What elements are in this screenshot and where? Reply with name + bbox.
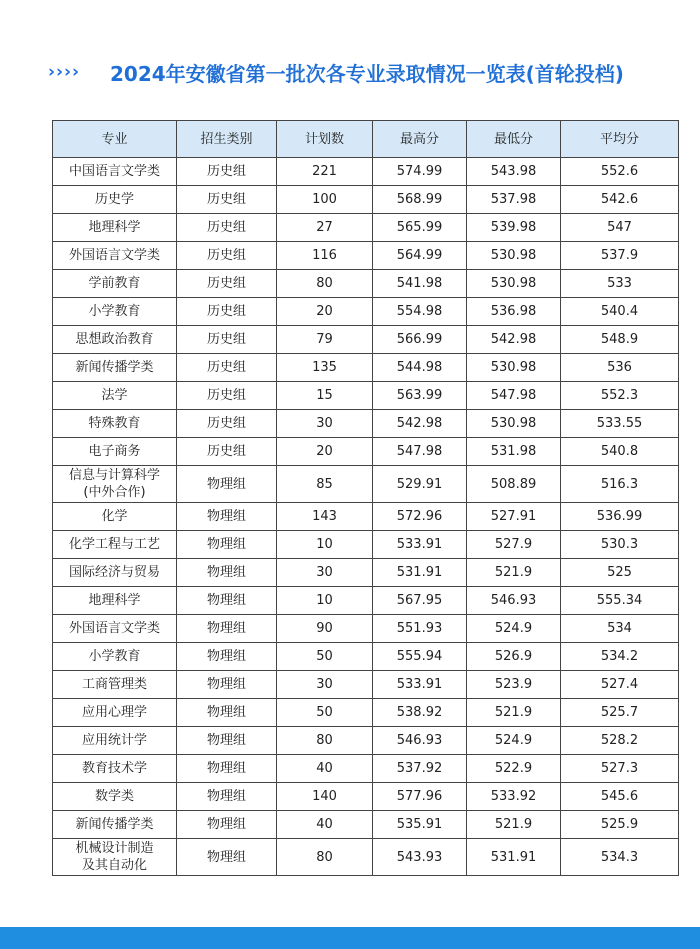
cell-avg: 555.34 bbox=[561, 587, 679, 615]
cell-plan: 27 bbox=[277, 214, 373, 242]
cell-plan: 30 bbox=[277, 671, 373, 699]
table-row bbox=[53, 298, 679, 326]
column-header-max: 最高分 bbox=[373, 121, 467, 158]
cell-avg: 545.6 bbox=[561, 783, 679, 811]
table-row bbox=[53, 214, 679, 242]
cell-major: 外国语言文学类 bbox=[53, 242, 177, 270]
cell-major: 新闻传播学类 bbox=[53, 354, 177, 382]
cell-max: 563.99 bbox=[373, 382, 467, 410]
cell-major: 新闻传播学类 bbox=[53, 811, 177, 839]
cell-plan: 50 bbox=[277, 699, 373, 727]
table-row bbox=[53, 559, 679, 587]
table-row bbox=[53, 186, 679, 214]
cell-plan: 79 bbox=[277, 326, 373, 354]
cell-avg: 533 bbox=[561, 270, 679, 298]
cell-min: 530.98 bbox=[467, 410, 561, 438]
page-title: 2024年安徽省第一批次各专业录取情况一览表(首轮投档) bbox=[110, 62, 624, 86]
cell-min: 543.98 bbox=[467, 158, 561, 186]
cell-plan: 85 bbox=[277, 466, 373, 503]
cell-avg: 540.8 bbox=[561, 438, 679, 466]
cell-category: 历史组 bbox=[177, 214, 277, 242]
cell-category: 历史组 bbox=[177, 410, 277, 438]
cell-plan: 30 bbox=[277, 410, 373, 438]
cell-category: 物理组 bbox=[177, 559, 277, 587]
cell-major: 历史学 bbox=[53, 186, 177, 214]
cell-avg: 525.7 bbox=[561, 699, 679, 727]
cell-max: 541.98 bbox=[373, 270, 467, 298]
cell-major: 小学教育 bbox=[53, 298, 177, 326]
cell-category: 物理组 bbox=[177, 466, 277, 503]
cell-max: 567.95 bbox=[373, 587, 467, 615]
cell-avg: 540.4 bbox=[561, 298, 679, 326]
cell-plan: 80 bbox=[277, 727, 373, 755]
table-row bbox=[53, 326, 679, 354]
column-header-category: 招生类别 bbox=[177, 121, 277, 158]
column-header-plan: 计划数 bbox=[277, 121, 373, 158]
cell-avg: 537.9 bbox=[561, 242, 679, 270]
table-row bbox=[53, 410, 679, 438]
table-row bbox=[53, 466, 679, 503]
cell-major: 化学工程与工艺 bbox=[53, 531, 177, 559]
cell-avg: 552.3 bbox=[561, 382, 679, 410]
cell-min: 524.9 bbox=[467, 727, 561, 755]
cell-plan: 20 bbox=[277, 298, 373, 326]
table-row bbox=[53, 587, 679, 615]
admission-table bbox=[52, 120, 679, 876]
cell-min: 527.9 bbox=[467, 531, 561, 559]
cell-avg: 547 bbox=[561, 214, 679, 242]
cell-plan: 90 bbox=[277, 615, 373, 643]
cell-category: 历史组 bbox=[177, 438, 277, 466]
cell-max: 551.93 bbox=[373, 615, 467, 643]
cell-plan: 15 bbox=[277, 382, 373, 410]
cell-plan: 143 bbox=[277, 503, 373, 531]
cell-plan: 40 bbox=[277, 755, 373, 783]
table-row bbox=[53, 811, 679, 839]
cell-category: 物理组 bbox=[177, 699, 277, 727]
table-row bbox=[53, 270, 679, 298]
cell-major: 国际经济与贸易 bbox=[53, 559, 177, 587]
cell-category: 物理组 bbox=[177, 755, 277, 783]
cell-plan: 30 bbox=[277, 559, 373, 587]
cell-category: 历史组 bbox=[177, 242, 277, 270]
cell-major: 小学教育 bbox=[53, 643, 177, 671]
cell-avg: 528.2 bbox=[561, 727, 679, 755]
cell-category: 物理组 bbox=[177, 531, 277, 559]
table-body bbox=[53, 158, 679, 876]
cell-plan: 80 bbox=[277, 270, 373, 298]
cell-major: 信息与计算科学 (中外合作) bbox=[53, 466, 177, 503]
cell-major: 应用心理学 bbox=[53, 699, 177, 727]
cell-plan: 10 bbox=[277, 531, 373, 559]
cell-major: 地理科学 bbox=[53, 587, 177, 615]
table-row bbox=[53, 531, 679, 559]
table-row bbox=[53, 354, 679, 382]
cell-min: 530.98 bbox=[467, 354, 561, 382]
cell-plan: 40 bbox=[277, 811, 373, 839]
cell-max: 542.98 bbox=[373, 410, 467, 438]
cell-major: 思想政治教育 bbox=[53, 326, 177, 354]
cell-min: 526.9 bbox=[467, 643, 561, 671]
chevrons-icon: ›››› bbox=[48, 62, 81, 82]
cell-avg: 525.9 bbox=[561, 811, 679, 839]
cell-max: 538.92 bbox=[373, 699, 467, 727]
cell-avg: 530.3 bbox=[561, 531, 679, 559]
cell-major: 化学 bbox=[53, 503, 177, 531]
cell-major: 中国语言文学类 bbox=[53, 158, 177, 186]
cell-major: 教育技术学 bbox=[53, 755, 177, 783]
cell-min: 537.98 bbox=[467, 186, 561, 214]
table-row bbox=[53, 615, 679, 643]
cell-plan: 135 bbox=[277, 354, 373, 382]
cell-category: 历史组 bbox=[177, 298, 277, 326]
table-row bbox=[53, 438, 679, 466]
cell-min: 530.98 bbox=[467, 270, 561, 298]
cell-max: 533.91 bbox=[373, 671, 467, 699]
cell-max: 554.98 bbox=[373, 298, 467, 326]
cell-category: 历史组 bbox=[177, 186, 277, 214]
cell-avg: 527.4 bbox=[561, 671, 679, 699]
table-row bbox=[53, 727, 679, 755]
bottom-bar bbox=[0, 927, 700, 949]
cell-min: 524.9 bbox=[467, 615, 561, 643]
cell-max: 564.99 bbox=[373, 242, 467, 270]
cell-plan: 20 bbox=[277, 438, 373, 466]
cell-max: 565.99 bbox=[373, 214, 467, 242]
cell-max: 555.94 bbox=[373, 643, 467, 671]
cell-major: 数学类 bbox=[53, 783, 177, 811]
cell-category: 物理组 bbox=[177, 503, 277, 531]
cell-min: 530.98 bbox=[467, 242, 561, 270]
cell-category: 历史组 bbox=[177, 270, 277, 298]
cell-plan: 80 bbox=[277, 839, 373, 876]
cell-category: 物理组 bbox=[177, 615, 277, 643]
cell-min: 536.98 bbox=[467, 298, 561, 326]
cell-avg: 534.3 bbox=[561, 839, 679, 876]
cell-min: 542.98 bbox=[467, 326, 561, 354]
cell-category: 历史组 bbox=[177, 354, 277, 382]
cell-avg: 542.6 bbox=[561, 186, 679, 214]
cell-max: 572.96 bbox=[373, 503, 467, 531]
table-row bbox=[53, 242, 679, 270]
cell-category: 物理组 bbox=[177, 643, 277, 671]
cell-min: 546.93 bbox=[467, 587, 561, 615]
cell-category: 物理组 bbox=[177, 783, 277, 811]
cell-max: 537.92 bbox=[373, 755, 467, 783]
table-row bbox=[53, 755, 679, 783]
cell-max: 546.93 bbox=[373, 727, 467, 755]
cell-min: 547.98 bbox=[467, 382, 561, 410]
cell-max: 544.98 bbox=[373, 354, 467, 382]
cell-min: 508.89 bbox=[467, 466, 561, 503]
cell-major: 外国语言文学类 bbox=[53, 615, 177, 643]
cell-min: 521.9 bbox=[467, 699, 561, 727]
cell-avg: 534 bbox=[561, 615, 679, 643]
cell-max: 547.98 bbox=[373, 438, 467, 466]
cell-min: 521.9 bbox=[467, 559, 561, 587]
cell-avg: 527.3 bbox=[561, 755, 679, 783]
cell-min: 531.91 bbox=[467, 839, 561, 876]
cell-max: 535.91 bbox=[373, 811, 467, 839]
cell-min: 521.9 bbox=[467, 811, 561, 839]
cell-category: 物理组 bbox=[177, 727, 277, 755]
cell-major: 法学 bbox=[53, 382, 177, 410]
table-row bbox=[53, 158, 679, 186]
cell-max: 531.91 bbox=[373, 559, 467, 587]
cell-avg: 516.3 bbox=[561, 466, 679, 503]
cell-max: 529.91 bbox=[373, 466, 467, 503]
table-row bbox=[53, 671, 679, 699]
table-row bbox=[53, 382, 679, 410]
table-header-row bbox=[53, 121, 679, 158]
cell-category: 历史组 bbox=[177, 326, 277, 354]
table-row bbox=[53, 503, 679, 531]
cell-category: 物理组 bbox=[177, 839, 277, 876]
cell-min: 523.9 bbox=[467, 671, 561, 699]
cell-avg: 525 bbox=[561, 559, 679, 587]
table-row bbox=[53, 783, 679, 811]
cell-min: 522.9 bbox=[467, 755, 561, 783]
cell-max: 574.99 bbox=[373, 158, 467, 186]
cell-category: 物理组 bbox=[177, 587, 277, 615]
cell-category: 物理组 bbox=[177, 811, 277, 839]
cell-category: 历史组 bbox=[177, 158, 277, 186]
cell-category: 物理组 bbox=[177, 671, 277, 699]
table-row bbox=[53, 643, 679, 671]
cell-plan: 100 bbox=[277, 186, 373, 214]
cell-plan: 140 bbox=[277, 783, 373, 811]
cell-min: 533.92 bbox=[467, 783, 561, 811]
column-header-min: 最低分 bbox=[467, 121, 561, 158]
cell-major: 电子商务 bbox=[53, 438, 177, 466]
cell-max: 533.91 bbox=[373, 531, 467, 559]
cell-plan: 221 bbox=[277, 158, 373, 186]
cell-min: 539.98 bbox=[467, 214, 561, 242]
column-header-major: 专业 bbox=[53, 121, 177, 158]
cell-avg: 536.99 bbox=[561, 503, 679, 531]
cell-max: 543.93 bbox=[373, 839, 467, 876]
cell-major: 地理科学 bbox=[53, 214, 177, 242]
cell-avg: 534.2 bbox=[561, 643, 679, 671]
cell-min: 527.91 bbox=[467, 503, 561, 531]
cell-avg: 552.6 bbox=[561, 158, 679, 186]
cell-min: 531.98 bbox=[467, 438, 561, 466]
column-header-avg: 平均分 bbox=[561, 121, 679, 158]
cell-max: 566.99 bbox=[373, 326, 467, 354]
cell-category: 历史组 bbox=[177, 382, 277, 410]
table-row bbox=[53, 699, 679, 727]
cell-major: 工商管理类 bbox=[53, 671, 177, 699]
cell-plan: 50 bbox=[277, 643, 373, 671]
cell-plan: 116 bbox=[277, 242, 373, 270]
cell-major: 机械设计制造 及其自动化 bbox=[53, 839, 177, 876]
cell-avg: 548.9 bbox=[561, 326, 679, 354]
cell-avg: 536 bbox=[561, 354, 679, 382]
cell-max: 568.99 bbox=[373, 186, 467, 214]
page-header bbox=[0, 56, 700, 96]
cell-major: 应用统计学 bbox=[53, 727, 177, 755]
table-row bbox=[53, 839, 679, 876]
cell-max: 577.96 bbox=[373, 783, 467, 811]
cell-avg: 533.55 bbox=[561, 410, 679, 438]
cell-major: 特殊教育 bbox=[53, 410, 177, 438]
cell-plan: 10 bbox=[277, 587, 373, 615]
cell-major: 学前教育 bbox=[53, 270, 177, 298]
